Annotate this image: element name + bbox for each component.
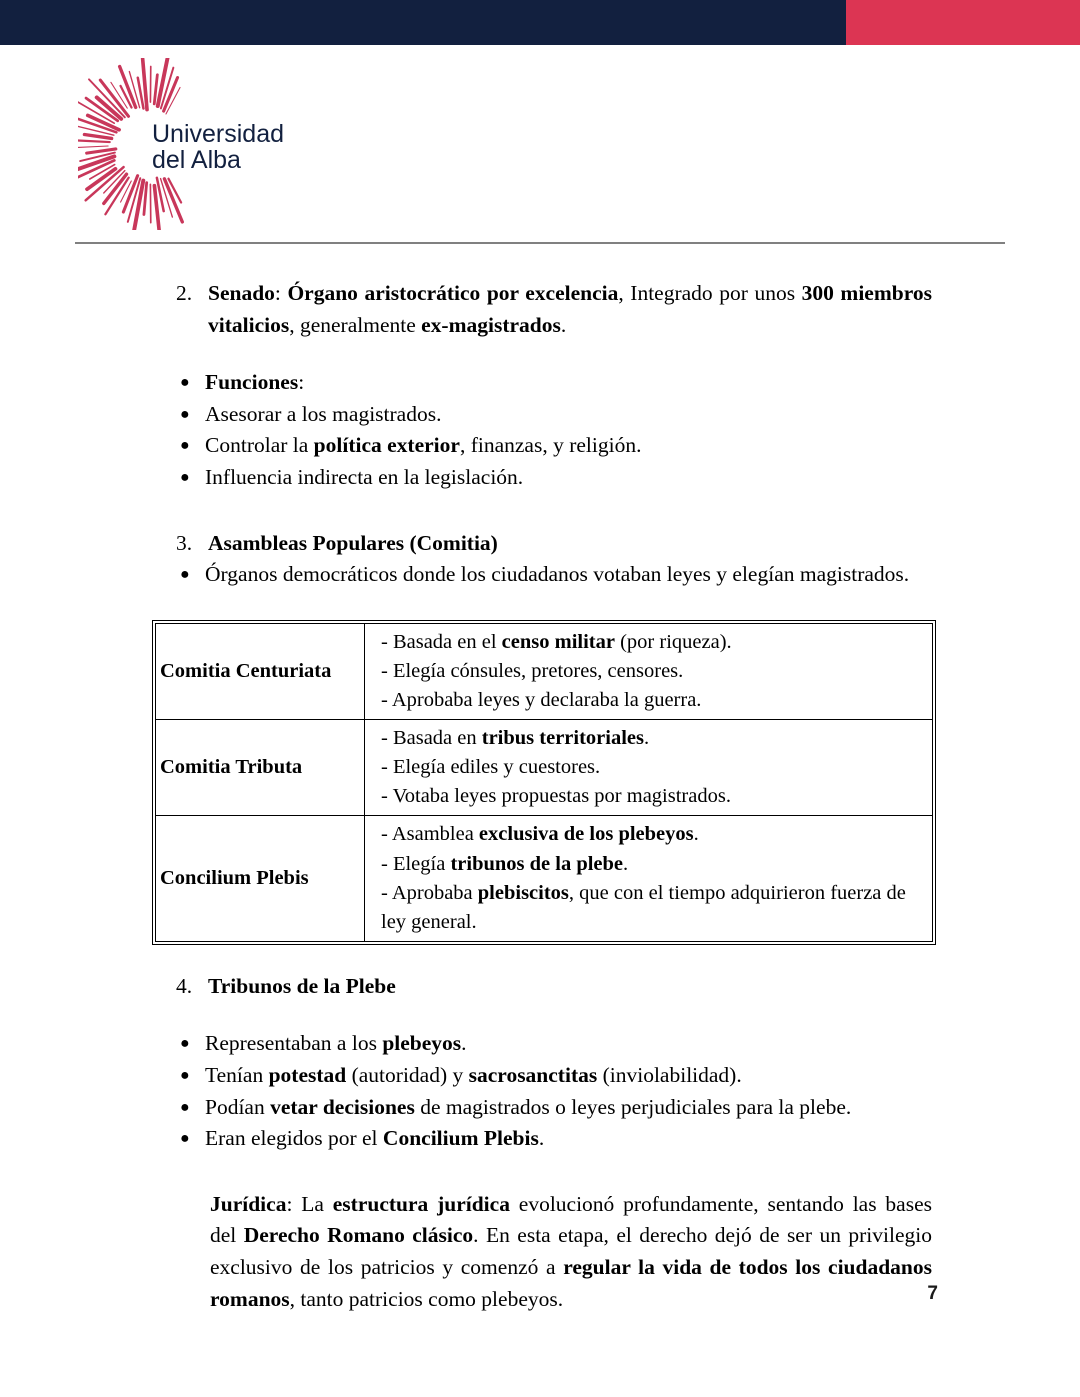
list-number: 4. (176, 973, 193, 998)
bullet-icon: ● (180, 1067, 190, 1085)
list-item (0, 1060, 1080, 1092)
table-cell-line: - Aprobaba plebiscitos, que con el tiempo adquirieron fuerza de ley general. (381, 881, 906, 933)
senado-bullet-list (0, 367, 1080, 493)
bullet-icon: ● (180, 566, 190, 584)
list-item-senado (0, 278, 1080, 341)
list-item (0, 1028, 1080, 1060)
header-divider-rule (75, 242, 1005, 244)
universidad-del-alba-logo (78, 58, 318, 230)
list-item-text: Representaban a los plebeyos. (205, 1031, 467, 1056)
table-cell-description (365, 720, 933, 816)
table-cell-line: - Votaba leyes propuestas por magistrados. (381, 785, 731, 808)
page-number: 7 (927, 1283, 938, 1304)
list-item-text: Asambleas Populares (Comitia) (208, 530, 498, 555)
table-cell-assembly-name: Comitia Tributa (156, 720, 365, 816)
list-item-text: Influencia indirecta en la legislación. (205, 464, 524, 489)
table-cell-description (365, 623, 933, 719)
list-item-asambleas (0, 528, 1080, 560)
table-row (156, 816, 933, 941)
bullet-icon: ● (180, 437, 190, 455)
header-bar-navy-segment (0, 0, 846, 45)
list-item (0, 559, 1080, 591)
list-item-text: Funciones: (205, 370, 305, 395)
bullet-icon: ● (180, 405, 190, 423)
list-item-text: Senado: Órgano aristocrático por excelencia, Integrado por unos 300 miembros vitalicios, generalmente ex-magistrados. (208, 281, 932, 337)
list-item (0, 462, 1080, 494)
list-item-text: Eran elegidos por el Concilium Plebis. (205, 1126, 545, 1151)
closing-paragraph: Jurídica: La estructura jurídica evolucionó profundamente, sentando las bases del Derecho Romano clásico. En esta etapa, el derecho dejó de ser un privilegio exclusivo de los patricios y comenzó a regular la vida de todos los ciudadanos romanos, tanto patricios como plebeyos. (210, 1191, 932, 1311)
logo-text-line1: Universidad (152, 120, 285, 148)
table-row (156, 623, 933, 719)
table-cell-line: - Elegía tribunos de la plebe. (381, 852, 629, 875)
bullet-icon: ● (180, 374, 190, 392)
comitia-table-container (152, 620, 936, 945)
comitia-table (155, 623, 933, 942)
list-item-text: Controlar la política exterior, finanzas, y religión. (205, 433, 642, 458)
bullet-icon: ● (180, 1098, 190, 1116)
table-cell-line: - Aprobaba leyes y declaraba la guerra. (381, 688, 702, 711)
list-item (0, 399, 1080, 431)
list-item-text: Podían vetar decisiones de magistrados o leyes perjudiciales para la plebe. (205, 1094, 852, 1119)
tribunos-bullet-list (0, 1028, 1080, 1154)
list-item (0, 1123, 1080, 1155)
bullet-icon: ● (180, 468, 190, 486)
list-item-text: Tenían potestad (autoridad) y sacrosanctitas (inviolabilidad). (205, 1063, 742, 1088)
table-cell-line: - Elegía cónsules, pretores, censores. (381, 659, 684, 682)
list-number: 3. (176, 530, 193, 555)
list-item (0, 367, 1080, 399)
table-cell-assembly-name: Concilium Plebis (156, 816, 365, 941)
list-item-text: Órganos democráticos donde los ciudadanos votaban leyes y elegían magistrados. (205, 562, 910, 587)
table-cell-line: - Basada en el censo militar (por riqueza). (381, 630, 732, 653)
list-item (0, 430, 1080, 462)
list-item-text: Tribunos de la Plebe (208, 973, 396, 998)
list-item-tribunos (0, 971, 1080, 1003)
logo-sunburst-icon (78, 58, 318, 230)
header-bar-red-segment (846, 0, 1080, 45)
document-body (0, 278, 1080, 1315)
table-cell-description (365, 816, 933, 941)
table-cell-line: - Basada en tribus territoriales. (381, 727, 650, 750)
table-cell-assembly-name: Comitia Centuriata (156, 623, 365, 719)
bullet-icon: ● (180, 1035, 190, 1053)
table-cell-line: - Asamblea exclusiva de los plebeyos. (381, 823, 699, 846)
list-item (0, 1092, 1080, 1124)
logo-text-line2: del Alba (152, 146, 241, 174)
table-cell-line: - Elegía ediles y cuestores. (381, 756, 601, 779)
table-row (156, 720, 933, 816)
list-item-text: Asesorar a los magistrados. (205, 401, 442, 426)
list-number: 2. (176, 281, 193, 305)
bullet-icon: ● (180, 1130, 190, 1148)
decorative-header-bar (0, 0, 1080, 45)
